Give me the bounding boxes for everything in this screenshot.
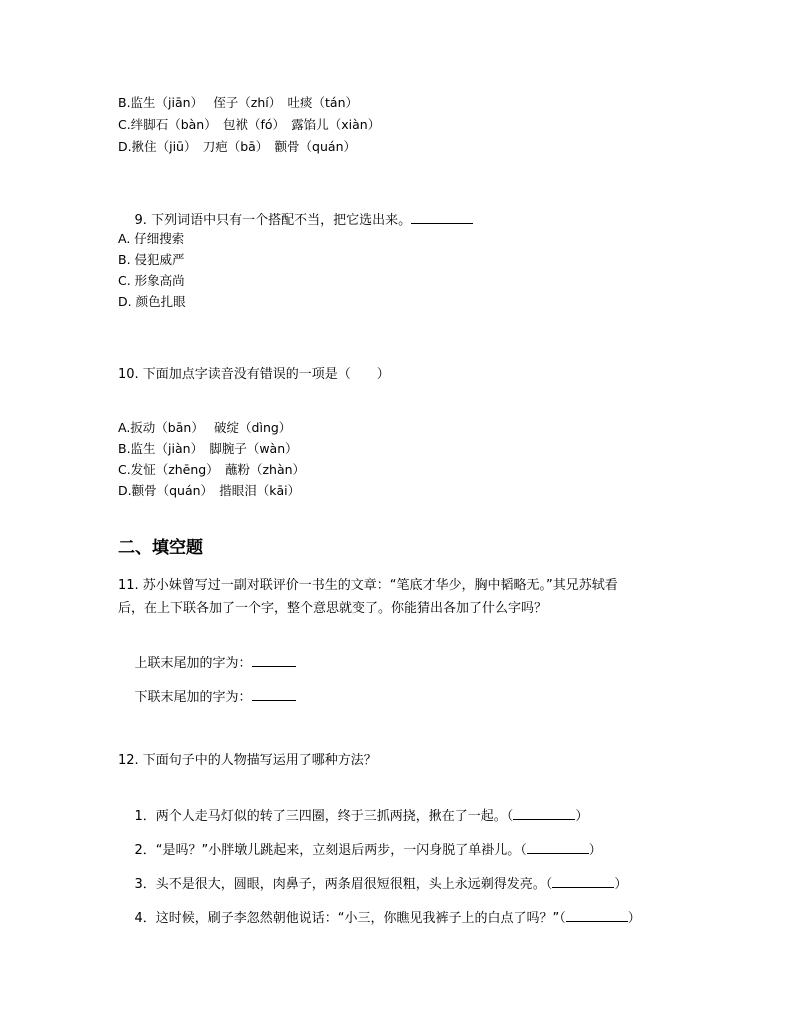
q9-option-a: A. 仔细搜索 xyxy=(118,231,185,246)
q9-option-b: B. 侵犯威严 xyxy=(118,252,185,267)
q12-item-4-close: ） xyxy=(627,911,641,926)
q11-lower-row xyxy=(118,668,296,725)
q12-item-4 xyxy=(118,889,641,946)
q12-item-1-close: ） xyxy=(575,809,589,824)
q10-option-c: C.发怔（zhēng） 蘸粉（zhàn） xyxy=(118,462,306,477)
q9-stem-text: 9. 下列词语中只有一个搭配不当，把它选出来。 xyxy=(134,213,412,228)
q12-item-2-blank[interactable] xyxy=(527,839,589,854)
q12-item-1-blank[interactable] xyxy=(513,805,575,820)
q10-option-d: D.颧骨（quán） 揩眼泪（kāi） xyxy=(118,483,301,498)
q12-item-3-close: ） xyxy=(614,877,628,892)
q10-option-b: B.监生（jiàn） 脚腕子（wàn） xyxy=(118,441,298,456)
q8-option-d: D.揪住（jiū） 刀疤（bā） 颧骨（quán） xyxy=(118,139,357,154)
section-heading: 二、填空题 xyxy=(118,538,203,558)
q12-stem: 12. 下面句子中的人物描写运用了哪种方法？ xyxy=(118,753,377,768)
q11-stem-line2: 后，在上下联各加了一个字，整个意思就变了。你能猜出各加了什么字吗？ xyxy=(118,601,548,616)
q11-lower-label: 下联末尾加的字为： xyxy=(134,690,252,705)
q11-lower-blank[interactable] xyxy=(252,686,296,701)
q10-option-a: A.扳动（bān） 破绽（dìng） xyxy=(118,420,292,435)
q11-upper-label: 上联末尾加的字为： xyxy=(134,656,252,671)
q12-item-2-text: 2．“是吗？”小胖墩儿跳起来，立刻退后两步，一闪身脱了单褂儿。（ xyxy=(134,843,527,858)
q9-option-c: C. 形象高尚 xyxy=(118,273,185,288)
q9-option-d: D. 颜色扎眼 xyxy=(118,294,186,309)
q12-item-1-text: 1．两个人走马灯似的转了三四圈，终于三抓两挠，揪在了一起。（ xyxy=(134,809,514,824)
q8-option-c: C.绊脚石（bàn） 包袱（fó） 露馅儿（xiàn） xyxy=(118,117,381,132)
q11-upper-blank[interactable] xyxy=(252,652,296,667)
q12-item-4-blank[interactable] xyxy=(566,907,628,922)
q12-item-3-text: 3．头不是很大，圆眼，肉鼻子，两条眉很短很粗，头上永远剃得发亮。（ xyxy=(134,877,553,892)
q12-item-2-close: ） xyxy=(588,843,602,858)
q8-option-b: B.监生（jiān） 侄子（zhí） 吐痰（tán） xyxy=(118,95,358,110)
q12-item-3-blank[interactable] xyxy=(552,873,614,888)
q9-answer-blank[interactable] xyxy=(411,209,473,224)
q10-stem: 10. 下面加点字读音没有错误的一项是（ ） xyxy=(118,367,390,382)
q11-stem-line1: 11. 苏小妹曾写过一副对联评价一书生的文章：“笔底才华少，胸中韬略无。”其兄苏轼看 xyxy=(118,578,618,593)
q12-item-4-text: 4．这时候，刷子李忽然朝他说话：“小三，你瞧见我裤子上的白点了吗？”（ xyxy=(134,911,566,926)
